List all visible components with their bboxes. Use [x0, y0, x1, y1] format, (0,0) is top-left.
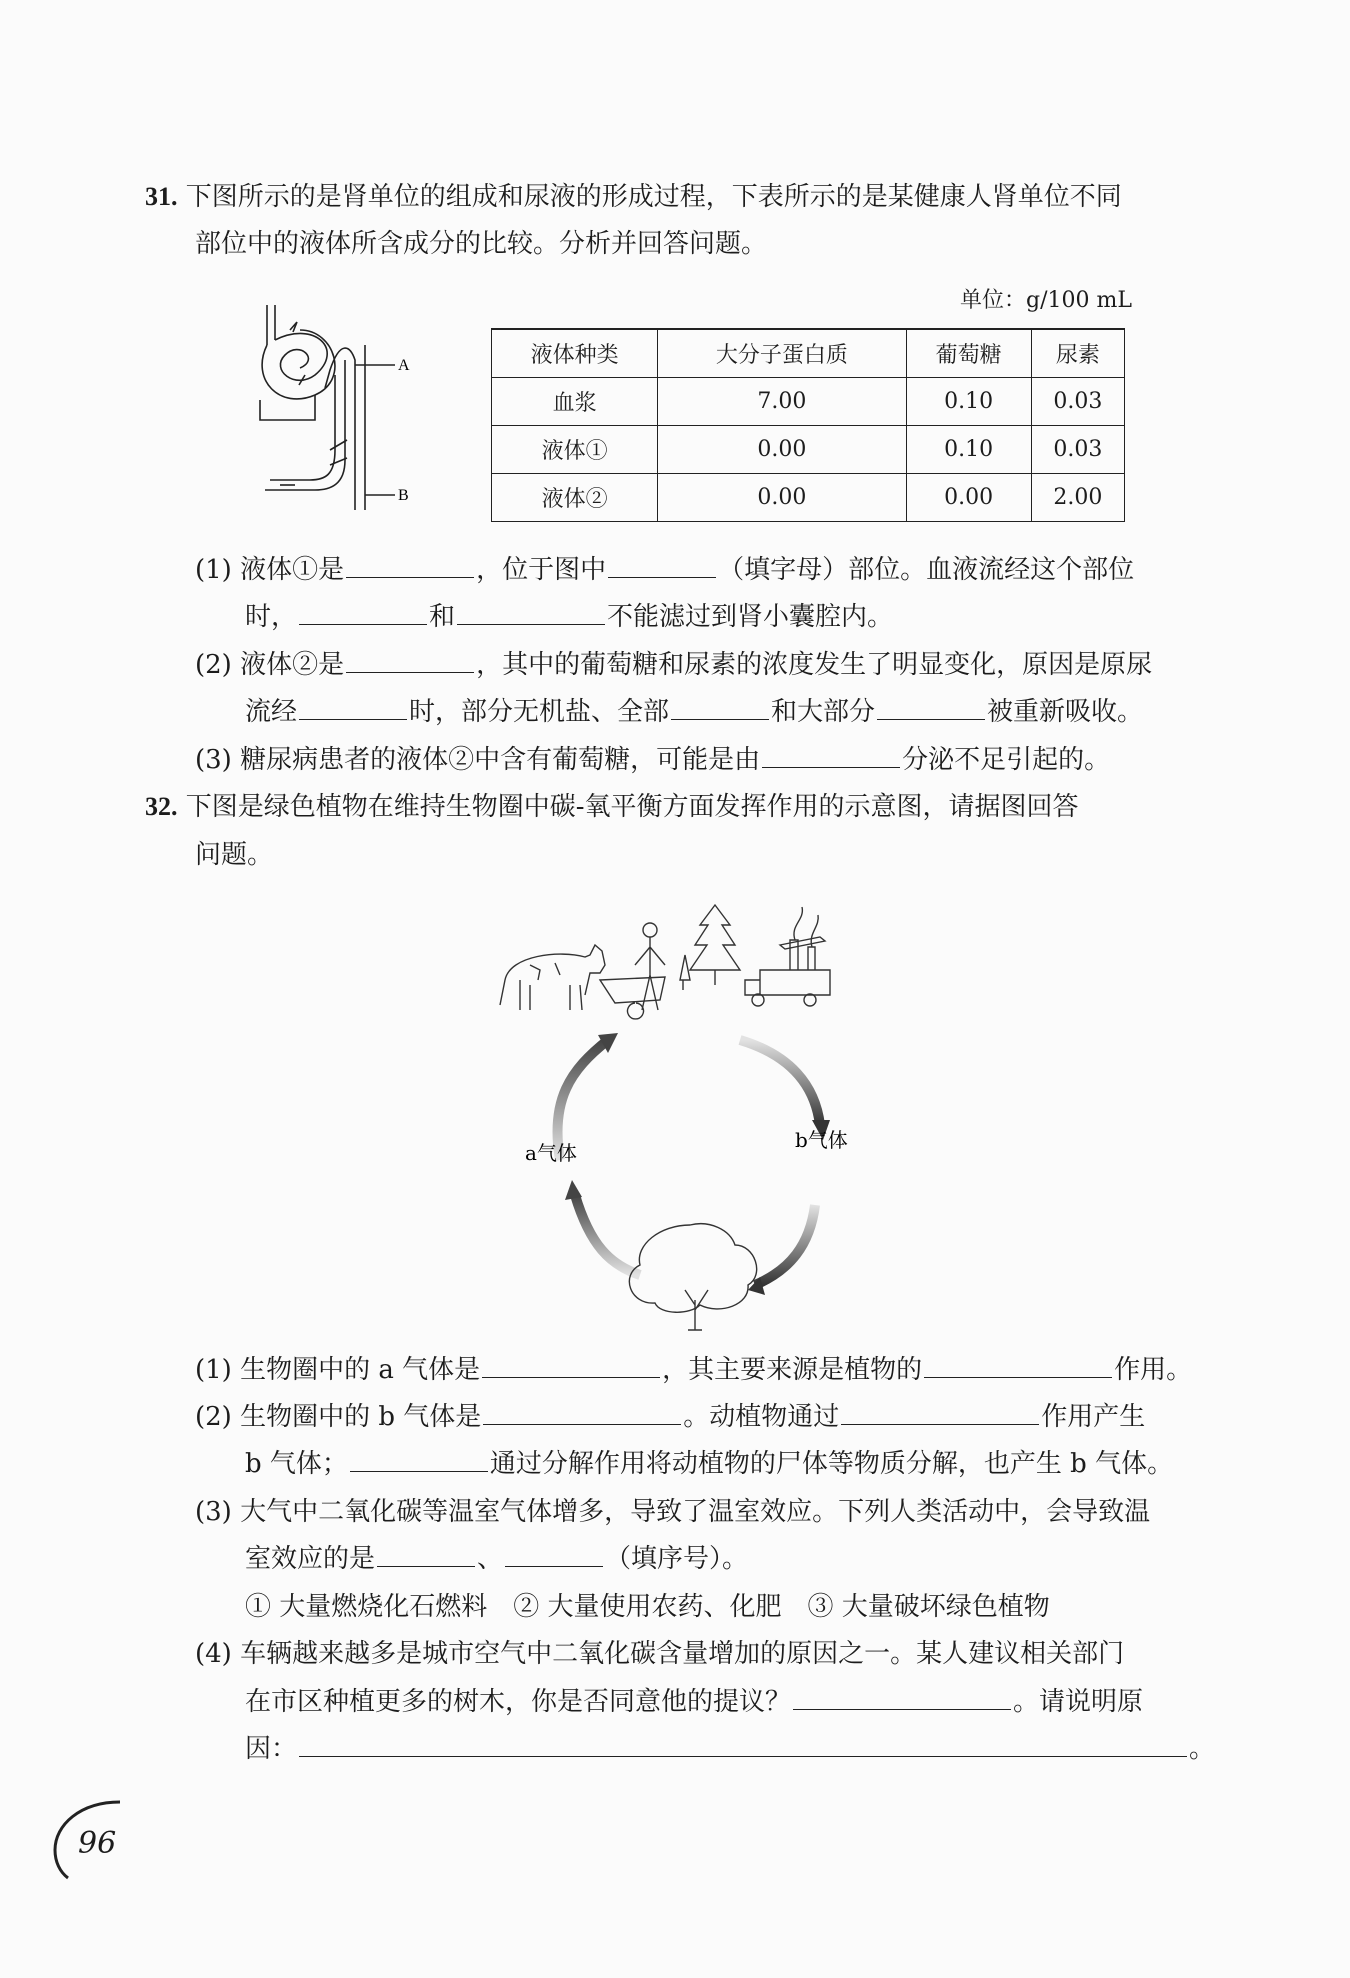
- answer-blank[interactable]: [482, 1353, 660, 1378]
- answer-blank[interactable]: [608, 553, 716, 578]
- table-row: [492, 426, 1125, 474]
- q32-sub4-line3: [245, 1732, 1215, 1766]
- answer-blank[interactable]: [841, 1400, 1039, 1425]
- left-lower-arrowhead: [565, 1180, 582, 1200]
- q32-sub3-text: 、: [477, 1544, 504, 1574]
- q32-sub3-text: 室效应的是: [245, 1544, 376, 1574]
- q31-sub2-text: 时，部分无机盐、全部: [409, 697, 670, 727]
- gas-b-label: b气体: [795, 1128, 848, 1152]
- q31-sub2-line1: [195, 648, 1152, 682]
- q31-sub1-text: (1) 液体①是: [195, 555, 345, 585]
- q32-sub1-line1: [195, 1353, 1192, 1387]
- table-cell: 0.00: [658, 426, 906, 474]
- answer-blank[interactable]: [924, 1353, 1112, 1378]
- q32-sub3-text: （填序号）。: [605, 1544, 749, 1574]
- table-cell: 0.03: [1031, 426, 1124, 474]
- q31-sub2-text: ，其中的葡萄糖和尿素的浓度发生了明显变化，原因是原尿: [476, 650, 1153, 680]
- right-upper-arrow: [740, 1040, 820, 1125]
- answer-blank[interactable]: [299, 1732, 1187, 1757]
- carbon-oxygen-cycle-diagram: [490, 885, 910, 1335]
- q32-sub4-line2: [245, 1685, 1143, 1719]
- q31-sub3-text: 分泌不足引起的。: [902, 745, 1111, 775]
- q32-sub1-text: ，其主要来源是植物的: [662, 1355, 923, 1385]
- table-cell: 液体②: [492, 474, 658, 522]
- gas-a-label: a气体: [525, 1141, 577, 1165]
- table-header-row: [492, 329, 1125, 378]
- answer-blank[interactable]: [346, 648, 474, 673]
- table-cell: 0.00: [906, 474, 1031, 522]
- q32-sub2-line1: [195, 1400, 1145, 1434]
- q32-sub1-text: (1) 生物圈中的 a 气体是: [195, 1355, 481, 1385]
- q31-sub1-line2: [245, 600, 893, 634]
- table-row: [492, 378, 1125, 426]
- table-header-cell: 液体种类: [492, 329, 658, 378]
- page-number: 96: [78, 1826, 117, 1861]
- q31-sub2-text: (2) 液体②是: [195, 650, 345, 680]
- answer-blank[interactable]: [457, 600, 605, 625]
- q32-sub3-line1: (3) 大气中二氧化碳等温室气体增多，导致了温室效应。下列人类活动中，会导致温: [195, 1497, 1151, 1527]
- answer-blank[interactable]: [671, 695, 769, 720]
- q31-sub2-text: 和大部分: [771, 697, 876, 727]
- table-row: [492, 474, 1125, 522]
- q32-sub2-line2: [245, 1447, 1173, 1481]
- table-header-cell: 尿素: [1031, 329, 1124, 378]
- q31-sub2-line2: [245, 695, 1143, 729]
- q32-sub3-line2: [245, 1542, 748, 1576]
- page-number-badge: [50, 1800, 170, 1880]
- table-cell: 血浆: [492, 378, 658, 426]
- table-cell: 0.10: [906, 378, 1031, 426]
- q32-stem-line2: 问题。: [195, 840, 274, 870]
- tree-icon: [629, 1224, 756, 1330]
- q32-sub2-text: 作用产生: [1041, 1402, 1146, 1432]
- q32-number: 32.: [145, 792, 178, 821]
- table-cell: 0.00: [658, 474, 906, 522]
- q32-sub2-text: (2) 生物圈中的 b 气体是: [195, 1402, 482, 1432]
- answer-blank[interactable]: [346, 553, 474, 578]
- table-cell: 0.03: [1031, 378, 1124, 426]
- q31-stem-line1: [145, 180, 1122, 214]
- q31-sub1-text: 不能滤过到肾小囊腔内。: [607, 602, 894, 632]
- q31-sub3-line1: [195, 743, 1110, 777]
- q32-sub4-text: 。: [1189, 1734, 1216, 1764]
- table-cell: 0.10: [906, 426, 1031, 474]
- q32-sub2-text: b 气体；: [245, 1449, 348, 1479]
- q31-sub1-text: 和: [429, 602, 456, 632]
- q32-sub1-text: 作用。: [1114, 1355, 1193, 1385]
- q31-sub3-text: (3) 糖尿病患者的液体②中含有葡萄糖，可能是由: [195, 745, 761, 775]
- answer-blank[interactable]: [877, 695, 985, 720]
- q31-stem-line2: 部位中的液体所含成分的比较。分析并回答问题。: [195, 229, 768, 259]
- answer-blank[interactable]: [505, 1542, 603, 1567]
- table-header-cell: 葡萄糖: [906, 329, 1031, 378]
- q32-stem-text1: 下图是绿色植物在维持生物圈中碳-氧平衡方面发挥作用的示意图，请据图回答: [185, 792, 1079, 822]
- q32-sub2-text: 通过分解作用将动植物的尸体等物质分解，也产生 b 气体。: [489, 1449, 1174, 1479]
- nephron-diagram: [255, 300, 425, 510]
- q31-sub2-text: 被重新吸收。: [987, 697, 1144, 727]
- table-header-cell: 大分子蛋白质: [658, 329, 906, 378]
- q31-stem-text1: 下图所示的是肾单位的组成和尿液的形成过程，下表所示的是某健康人肾单位不同: [185, 182, 1122, 212]
- table-unit-label: 单位：g/100 mL: [960, 288, 1132, 313]
- answer-blank[interactable]: [377, 1542, 475, 1567]
- q31-sub2-text: 流经: [245, 697, 298, 727]
- q31-sub1-text: 时，: [245, 602, 298, 632]
- left-lower-arrow: [575, 1195, 640, 1275]
- q32-sub4-line1: (4) 车辆越来越多是城市空气中二氧化碳含量增加的原因之一。某人建议相关部门: [195, 1639, 1125, 1669]
- table-cell: 液体①: [492, 426, 658, 474]
- table-cell: 2.00: [1031, 474, 1124, 522]
- diagram-label-b: B: [398, 487, 409, 504]
- human-activity-scene: [500, 905, 830, 1019]
- q32-sub4-text: 在市区种植更多的树木，你是否同意他的提议？: [245, 1687, 792, 1717]
- q31-sub1-text: （填字母）部位。血液流经这个部位: [718, 555, 1135, 585]
- q32-sub4-text: 因：: [245, 1734, 298, 1764]
- q31-sub1-text: ，位于图中: [476, 555, 607, 585]
- q32-sub4-text: 。请说明原: [1013, 1687, 1144, 1717]
- q32-sub3-options: ① 大量燃烧化石燃料 ② 大量使用农药、化肥 ③ 大量破坏绿色植物: [245, 1592, 1050, 1622]
- answer-blank[interactable]: [299, 600, 427, 625]
- q31-sub1-line1: [195, 553, 1134, 587]
- fluid-composition-table: [491, 328, 1125, 522]
- q31-number: 31.: [145, 182, 178, 211]
- right-lower-arrow: [755, 1205, 815, 1285]
- diagram-label-a: A: [398, 357, 410, 374]
- answer-blank[interactable]: [299, 695, 407, 720]
- answer-blank[interactable]: [483, 1400, 681, 1425]
- q32-stem-line1: [145, 790, 1079, 824]
- answer-blank[interactable]: [762, 743, 900, 768]
- answer-blank[interactable]: [350, 1447, 488, 1472]
- table-cell: 7.00: [658, 378, 906, 426]
- q32-sub2-text: 。动植物通过: [683, 1402, 840, 1432]
- answer-blank[interactable]: [793, 1685, 1011, 1710]
